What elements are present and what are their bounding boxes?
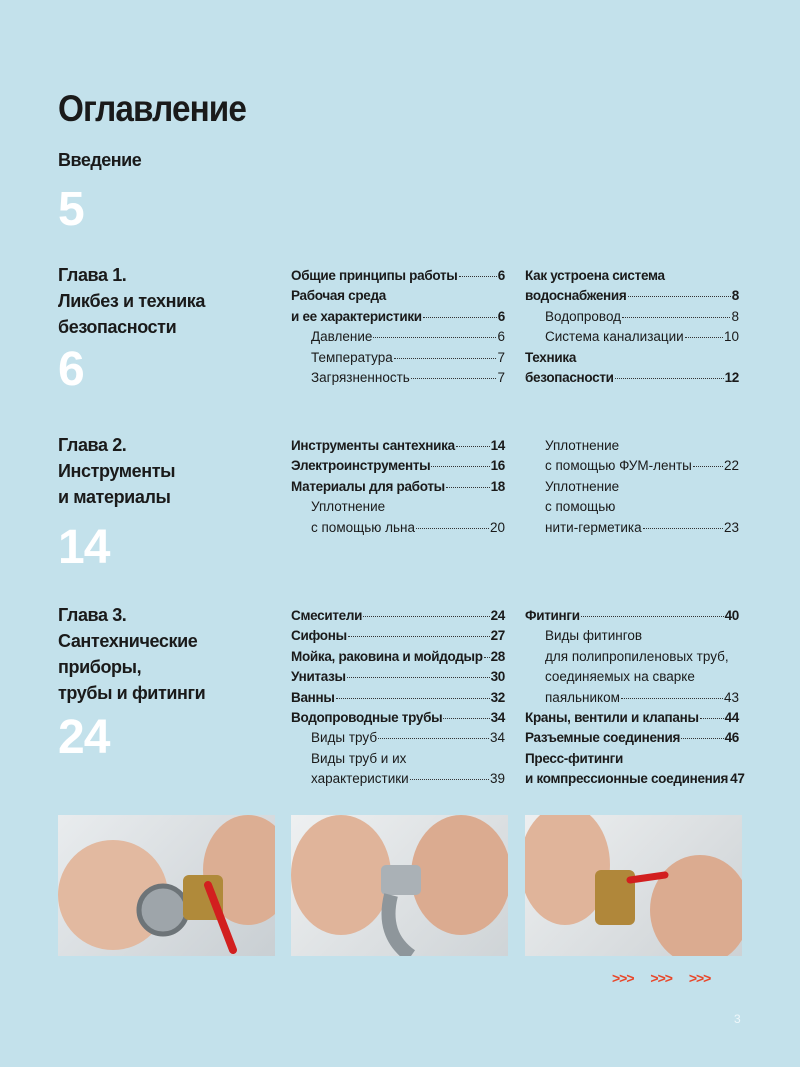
toc-column <box>525 606 745 790</box>
photo-fitting-assembly <box>58 815 275 956</box>
dot-leader <box>693 466 723 467</box>
chapter-page-number: 24 <box>58 711 110 764</box>
toc-entry-title: Уплотнение <box>545 438 620 453</box>
dot-leader <box>615 378 724 379</box>
toc-entry-title: с помощью <box>545 499 616 515</box>
toc-entry-title: Давление <box>311 329 373 345</box>
toc-entry[interactable] <box>291 626 505 646</box>
toc-entry-page: 7 <box>497 349 505 365</box>
toc-entry-page: 30 <box>490 669 505 685</box>
toc-entry-title: Краны, вентили и клапаны <box>525 710 699 726</box>
toc-entry[interactable] <box>291 436 505 456</box>
toc-entry-page: 20 <box>489 519 505 535</box>
toc-entry[interactable] <box>291 477 505 497</box>
chapter-page-number: 14 <box>58 521 110 574</box>
toc-entry-page: 23 <box>723 519 739 535</box>
toc-entry-title: водоснабжения <box>525 288 627 304</box>
dot-leader <box>411 378 497 379</box>
toc-entry[interactable] <box>525 307 739 327</box>
toc-entry-title: Разъемные соединения <box>525 730 681 746</box>
photo-hose-connection <box>291 815 508 956</box>
toc-entry-title: Электроинструменты <box>291 458 431 474</box>
toc-entry[interactable] <box>291 728 505 748</box>
toc-entry-page: 22 <box>723 458 739 474</box>
dot-leader <box>431 466 489 467</box>
toc-entry-title: Как устроена система <box>525 268 665 283</box>
toc-entry-page: 27 <box>490 628 505 644</box>
toc-entry-title: Система канализации <box>545 329 684 345</box>
toc-entry[interactable] <box>291 688 505 708</box>
toc-entry-title: Материалы для работы <box>291 478 445 494</box>
toc-entry[interactable] <box>291 368 505 388</box>
toc-entry-title: Сифоны <box>291 628 347 644</box>
toc-entry-title: Пресс-фитинги <box>525 750 623 766</box>
toc-entry[interactable] <box>525 286 739 306</box>
toc-entry[interactable] <box>291 286 505 306</box>
toc-entry[interactable] <box>525 688 739 708</box>
toc-entry-title: Виды труб и их <box>311 750 407 766</box>
toc-entry[interactable] <box>291 647 505 667</box>
toc-column <box>525 266 739 388</box>
toc-entry[interactable] <box>525 436 739 456</box>
intro-label: Введение <box>58 150 142 170</box>
dot-leader <box>484 657 490 658</box>
toc-entry-page: 47 <box>730 771 745 787</box>
dot-leader <box>336 698 490 699</box>
toc-entry-page: 7 <box>497 370 505 386</box>
toc-entry[interactable] <box>291 327 505 347</box>
toc-entry-page: 14 <box>490 438 505 453</box>
toc-entry-page: 6 <box>497 329 505 345</box>
toc-entry-title: соединяемых на сварке <box>545 669 695 685</box>
chapter-heading-line: Ликбез и техника <box>58 291 206 311</box>
toc-entry-title: Виды фитингов <box>545 628 643 644</box>
chapter-heading-line: приборы, <box>58 657 142 677</box>
dot-leader <box>681 738 723 739</box>
chapter-page-number: 6 <box>58 343 84 396</box>
dot-leader <box>622 317 730 318</box>
toc-entry[interactable] <box>291 518 505 538</box>
toc-entry-title: Температура <box>311 349 393 365</box>
toc-entry-page: 28 <box>490 648 505 664</box>
toc-entry-page: 12 <box>724 370 739 386</box>
toc-entry-page: 8 <box>731 288 739 304</box>
toc-entry[interactable] <box>525 647 739 667</box>
toc-entry-page: 16 <box>490 458 505 474</box>
toc-entry-title: с помощью ФУМ-ленты <box>545 458 692 474</box>
dot-leader <box>628 296 731 297</box>
toc-column <box>291 606 505 790</box>
chapter-heading-line: Сантехнические <box>58 631 198 651</box>
toc-column <box>291 266 505 388</box>
toc-entry-title: Виды труб <box>311 730 378 746</box>
dot-leader <box>416 528 489 529</box>
toc-entry[interactable] <box>291 456 505 476</box>
chapter-heading-line: трубы и фитинги <box>58 683 206 703</box>
dot-leader <box>373 337 496 338</box>
dot-leader <box>459 276 497 277</box>
toc-entry[interactable] <box>525 626 739 646</box>
toc-entry[interactable] <box>291 749 505 769</box>
toc-entry-title: Общие принципы работы <box>291 268 458 283</box>
toc-entry-title: и ее характеристики <box>291 308 422 324</box>
toc-entry-title: Мойка, раковина и мойдодыр <box>291 648 483 664</box>
toc-column <box>291 436 505 538</box>
toc-entry-page: 10 <box>723 329 739 345</box>
toc-entry[interactable] <box>525 667 739 687</box>
toc-entry[interactable] <box>525 266 739 286</box>
toc-entry[interactable] <box>291 266 505 286</box>
toc-entry-title: Техника <box>525 349 577 365</box>
dot-leader <box>643 528 723 529</box>
toc-entry-title: Водопровод <box>545 308 622 324</box>
chapter-heading-line: Глава 3. <box>58 605 127 625</box>
toc-entry[interactable] <box>291 497 505 517</box>
toc-entry[interactable] <box>525 497 739 517</box>
toc-entry-title: Ванны <box>291 689 335 705</box>
chapter-heading-line: Инструменты <box>58 461 176 481</box>
toc-entry-page: 24 <box>490 608 505 623</box>
toc-entry[interactable] <box>525 606 739 626</box>
dot-leader <box>443 718 489 719</box>
page-title: Оглавление <box>58 88 246 129</box>
toc-entry[interactable] <box>291 708 505 728</box>
toc-entry-page: 8 <box>731 308 739 324</box>
toc-entry-title: Уплотнение <box>545 478 620 494</box>
chapter-heading <box>58 602 205 706</box>
chapter-heading-line: безопасности <box>58 317 177 337</box>
chapter-heading-line: Глава 1. <box>58 265 127 285</box>
toc-entry[interactable] <box>291 667 505 687</box>
dot-leader <box>700 718 724 719</box>
toc-column <box>525 436 739 538</box>
toc-entry-page: 44 <box>724 710 739 726</box>
dot-leader <box>394 358 497 359</box>
toc-entry[interactable] <box>525 477 739 497</box>
dot-leader <box>456 446 490 447</box>
toc-entry[interactable] <box>525 749 739 769</box>
toc-entry[interactable] <box>291 606 505 626</box>
toc-entry-title: нити-герметика <box>545 519 642 535</box>
dot-leader <box>410 779 489 780</box>
toc-entry-title: Смесители <box>291 608 363 623</box>
dot-leader <box>347 677 490 678</box>
dot-leader <box>348 636 490 637</box>
toc-entry-title: Унитазы <box>291 669 346 685</box>
dot-leader <box>621 698 723 699</box>
toc-entry-page: 40 <box>724 608 739 623</box>
toc-entry[interactable] <box>291 348 505 368</box>
chapter-heading-line: Глава 2. <box>58 435 127 455</box>
dot-leader <box>423 317 497 318</box>
toc-entry-title: с помощью льна <box>311 519 415 535</box>
toc-entry[interactable] <box>291 769 505 789</box>
toc-entry-title: и компрессионные соединения <box>525 771 729 787</box>
dot-leader <box>446 487 490 488</box>
toc-entry-title: характеристики <box>311 771 409 787</box>
toc-entry-page: 39 <box>489 771 505 787</box>
toc-entry[interactable] <box>525 708 739 728</box>
photo-valve-sealing <box>525 815 742 956</box>
toc-entry-title: паяльником <box>545 689 620 705</box>
chapter-heading <box>58 432 175 510</box>
toc-entry[interactable] <box>525 368 739 388</box>
toc-entry-title: для полипропиленовых труб, <box>545 648 729 664</box>
toc-entry-title: безопасности <box>525 370 614 386</box>
chapter-heading-line: и материалы <box>58 487 171 507</box>
toc-entry-title: Загрязненность <box>311 370 410 386</box>
dot-leader <box>581 616 724 617</box>
dot-leader <box>378 738 489 739</box>
toc-entry[interactable] <box>525 327 739 347</box>
toc-entry-page: 34 <box>489 730 505 746</box>
toc-entry-page: 6 <box>497 268 505 283</box>
toc-entry-page: 18 <box>490 478 505 494</box>
toc-entry-page: 43 <box>723 689 739 705</box>
toc-entry[interactable] <box>291 307 505 327</box>
toc-entry-title: Фитинги <box>525 608 580 623</box>
toc-entry-title: Инструменты сантехника <box>291 438 455 453</box>
toc-entry[interactable] <box>525 348 739 368</box>
toc-entry[interactable] <box>525 728 739 748</box>
page-number: 3 <box>734 1012 741 1026</box>
chapter-heading <box>58 262 205 340</box>
toc-entry-title: Рабочая среда <box>291 288 386 304</box>
toc-entry[interactable] <box>525 456 739 476</box>
dot-leader <box>685 337 723 338</box>
dot-leader <box>363 616 489 617</box>
toc-entry-page: 34 <box>490 710 505 726</box>
next-page-arrows: >>> >>> >>> <box>612 970 711 986</box>
toc-entry[interactable] <box>525 518 739 538</box>
toc-entry-page: 46 <box>724 730 739 746</box>
toc-entry-title: Уплотнение <box>311 499 386 515</box>
toc-entry-page: 32 <box>490 689 505 705</box>
toc-entry-page: 6 <box>497 308 505 324</box>
toc-entry[interactable] <box>525 769 745 789</box>
intro-page: 5 <box>58 183 84 236</box>
toc-entry-title: Водопроводные трубы <box>291 710 443 726</box>
